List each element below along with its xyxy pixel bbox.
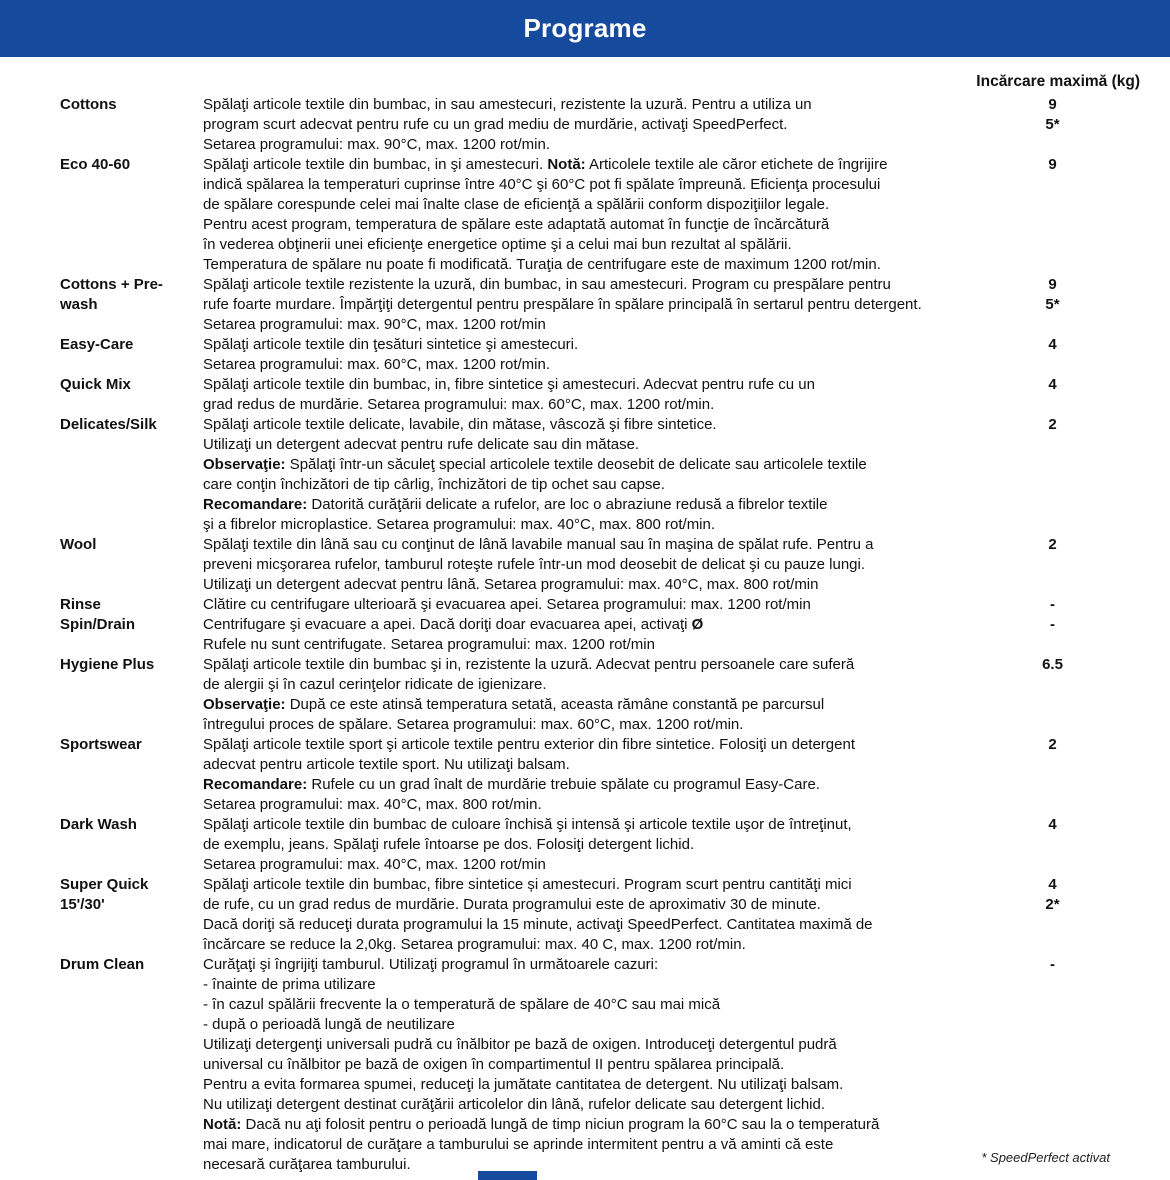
table-row [0,955,1170,1175]
program-description [203,375,965,415]
description-line [203,135,965,155]
description-text: Dacă doriţi să reduceţi durata programului la 15 minute, activaţi SpeedPerfect. Cantitatea maximă de [203,916,873,933]
description-line [203,835,965,855]
program-description [203,655,965,735]
load-value: 2 [1048,416,1057,433]
description-text: Articolele textile ale căror etichete de îngrijire [585,156,888,173]
program-name [0,955,203,975]
program-name-line: Cottons + Pre- [60,276,163,293]
load-value: 2 [1048,736,1057,753]
load-value-empty [965,315,1140,335]
load-value-empty [965,975,1140,995]
description-bold-text: Recomandare: [203,496,308,513]
description-line [203,175,965,195]
program-description [203,875,965,955]
load-value: 5* [1045,116,1060,133]
load-value: - [1050,616,1055,633]
description-bold-text: Observaţie: [203,696,286,713]
description-text: rufe foarte murdare. Împărţiţi detergentul pentru prespălare în spălare principală în sertarul pentru detergent. [203,296,922,313]
load-value-empty [965,355,1140,375]
program-description [203,415,965,535]
program-name-line: Dark Wash [60,816,137,833]
load-value: 9 [1048,156,1057,173]
load-value: 4 [1048,816,1057,833]
description-line [203,495,965,515]
description-line [203,775,965,795]
description-text: Rufele cu un grad înalt de murdărie trebuie spălate cu programul Easy-Care. [307,776,820,793]
description-text: Spălaţi articole textile din bumbac, in, fibre sintetice şi amestecuri. Adecvat pentru rufe cu un [203,376,815,393]
table-row [0,615,1170,655]
description-text: întregului proces de spălare. Setarea programului: max. 60°C, max. 1200 rot/min. [203,716,744,733]
load-value-empty [965,395,1140,415]
description-line [203,455,965,475]
load-value: 9 [1048,96,1057,113]
description-line [203,1015,965,1035]
description-text: universal cu înălbitor pe bază de oxigen în compartimentul II pentru spălarea principală. [203,1056,785,1073]
description-text: indică spălarea la temperaturi cuprinse între 40°C şi 60°C pot fi spălate împreună. Eficienţa procesului [203,176,881,193]
description-text: Spălaţi într-un săculeţ special articolele textile deosebit de delicate sau articolele textile [285,456,867,473]
description-line [203,375,965,395]
description-text: După ce este atinsă temperatura setată, aceasta rămâne constantă pe parcursul [285,696,825,713]
load-value-empty [965,135,1140,155]
description-line [203,515,965,535]
description-line [203,315,965,335]
load-value-empty [965,475,1140,495]
program-load-values [965,875,1140,955]
program-name-line: Super Quick [60,876,149,893]
description-line [203,395,965,415]
max-load-column-header: Incărcare maximă (kg) [976,73,1140,90]
load-value-empty [965,795,1140,815]
load-value: 9 [1048,276,1057,293]
description-line [203,1135,965,1155]
program-description [203,95,965,155]
description-line [203,955,965,975]
description-text: Centrifugare şi evacuare a apei. Dacă doriţi doar evacuarea apei, activaţi [203,616,692,633]
table-row [0,815,1170,875]
load-value-empty [965,455,1140,475]
program-name-line: Delicates/Silk [60,416,157,433]
description-text: mai mare, indicatorul de curăţare a tamburului se aprinde intermitent pentru a vă aminti că este [203,1136,834,1153]
description-line [203,355,965,375]
program-name [0,375,203,395]
speedperfect-footnote: * SpeedPerfect activat [981,1150,1110,1165]
description-line [203,195,965,215]
description-line [203,695,965,715]
load-value-empty [965,1015,1140,1035]
description-text: încărcare se reduce la 2,0kg. Setarea programului: max. 40 C, max. 1200 rot/min. [203,936,746,953]
description-text: Pentru a evita formarea spumei, reduceţi la jumătate cantitatea de detergent. Nu utilizaţi balsam. [203,1076,844,1093]
description-line [203,755,965,775]
description-text: de spălare corespunde celei mai înalte clase de eficienţă a spălării conform dispoziţiilor legale. [203,196,830,213]
description-text: Dacă nu aţi folosit pentru o perioadă lungă de timp niciun program la 60°C sau la o temperatură [241,1116,880,1133]
table-row [0,275,1170,335]
description-line [203,295,965,315]
table-row [0,595,1170,615]
load-value-empty [965,995,1140,1015]
program-load-values [965,735,1140,815]
program-load-values [965,335,1140,375]
description-bold-text: Notă: [547,156,586,173]
load-value: 2 [1048,536,1057,553]
description-text: Temperatura de spălare nu poate fi modificată. Turaţia de centrifugare este de maximum 1200 rot/min. [203,256,881,273]
description-line [203,735,965,755]
load-value-empty [965,575,1140,595]
description-text: adecvat pentru articole textile sport. Nu utilizaţi balsam. [203,756,570,773]
program-description [203,595,965,615]
load-value-empty [965,175,1140,195]
description-line [203,255,965,275]
description-text: Setarea programului: max. 90°C, max. 1200 rot/min [203,316,546,333]
table-row [0,415,1170,535]
description-bold-text: Notă: [203,1116,242,1133]
description-line [203,555,965,575]
load-value-empty [965,835,1140,855]
load-value-empty [965,255,1140,275]
description-text: şi a fibrelor microplastice. Setarea programului: max. 40°C, max. 800 rot/min. [203,516,716,533]
program-description [203,735,965,815]
description-text: Spălaţi articole textile sport şi articole textile pentru exterior din fibre sintetice. Folosiţi un detergent [203,736,855,753]
load-value-empty [965,1075,1140,1095]
description-line [203,915,965,935]
load-value-empty [965,1055,1140,1075]
program-name-line: Easy-Care [60,336,134,353]
program-load-values [965,375,1140,415]
description-line [203,815,965,835]
description-text: de alergii şi în cazul cerinţelor ridicate de igienizare. [203,676,547,693]
description-line [203,795,965,815]
description-text: Spălaţi articole textile din bumbac, in sau amestecuri, rezistente la uzură. Pentru a utiliza un [203,96,812,113]
program-load-values [965,275,1140,335]
table-row [0,95,1170,155]
load-value-empty [965,635,1140,655]
program-name-line: Eco 40-60 [60,156,131,173]
page-footer-mark [478,1171,537,1180]
description-text: Spălaţi articole textile delicate, lavabile, din mătase, vâscoză şi fibre sintetice. [203,416,717,433]
load-value-empty [965,1035,1140,1055]
description-line [203,855,965,875]
program-name-line: Hygiene Plus [60,656,155,673]
load-value-empty [965,515,1140,535]
load-value: 4 [1048,376,1057,393]
drain-icon: Ø [691,616,704,633]
load-value-empty [965,915,1140,935]
description-line [203,95,965,115]
description-bold-text: Recomandare: [203,776,308,793]
description-line [203,235,965,255]
load-value-empty [965,715,1140,735]
program-name [0,275,203,315]
description-line [203,595,965,615]
program-load-values [965,815,1140,875]
program-name [0,155,203,175]
description-line [203,995,965,1015]
description-text: Spălaţi articole textile din bumbac, fibre sintetice și amestecuri. Program scurt pentru cantităţi mici [203,876,852,893]
load-value-empty [965,775,1140,795]
description-text: Clătire cu centrifugare ulterioară şi evacuarea apei. Setarea programului: max. 1200 rot/min [203,596,811,613]
description-line [203,1075,965,1095]
description-text: Spălaţi articole textile din bumbac şi in, rezistente la uzură. Adecvat pentru persoanele care suferă [203,656,855,673]
description-line [203,1115,965,1135]
description-text: - după o perioadă lungă de neutilizare [203,1016,455,1033]
load-value-empty [965,235,1140,255]
program-name [0,875,203,915]
description-line [203,895,965,915]
description-text: Datorită curăţării delicate a rufelor, are loc o abraziune redusă a fibrelor textile [307,496,828,513]
load-value: - [1050,956,1055,973]
program-table [0,95,1170,1175]
program-name-line: Rinse [60,596,101,613]
description-text: Setarea programului: max. 40°C, max. 800 rot/min. [203,796,542,813]
program-load-values [965,95,1140,155]
program-load-values [965,415,1140,535]
load-value-empty [965,195,1140,215]
description-line [203,1055,965,1075]
load-value: 5* [1045,296,1060,313]
program-description [203,335,965,375]
program-name [0,535,203,555]
load-value-empty [965,755,1140,775]
load-value: 4 [1048,336,1057,353]
program-load-values [965,655,1140,735]
description-bold-text: Observaţie: [203,456,286,473]
description-line [203,535,965,555]
load-value-empty [965,675,1140,695]
description-text: în vederea obţinerii unei eficienţe energetice optime şi a celui mai bun rezultat al spălării. [203,236,792,253]
description-line [203,875,965,895]
program-name [0,335,203,355]
program-load-values [965,615,1140,655]
program-name [0,415,203,435]
description-text: Setarea programului: max. 90°C, max. 1200 rot/min. [203,136,550,153]
load-value-empty [965,695,1140,715]
program-name-line: wash [60,296,98,313]
description-line [203,1035,965,1055]
description-line [203,435,965,455]
description-line [203,115,965,135]
description-line [203,715,965,735]
description-text: Spălaţi articole textile din ţesături sintetice şi amestecuri. [203,336,579,353]
program-name [0,655,203,675]
program-name [0,735,203,755]
description-line [203,655,965,675]
description-text: Utilizaţi un detergent adecvat pentru rufe delicate sau din mătase. [203,436,640,453]
description-text: Curăţaţi şi îngrijiţi tamburul. Utilizaţi programul în următoarele cazuri: [203,956,659,973]
table-row [0,735,1170,815]
load-value: - [1050,596,1055,613]
load-value-empty [965,215,1140,235]
description-text: Setarea programului: max. 40°C, max. 1200 rot/min [203,856,546,873]
description-line [203,615,965,635]
program-load-values [965,955,1140,1175]
description-line [203,635,965,655]
program-description [203,815,965,875]
load-value-empty [965,1095,1140,1115]
description-text: grad redus de murdărie. Setarea programului: max. 60°C, max. 1200 rot/min. [203,396,715,413]
description-line [203,975,965,995]
program-name [0,615,203,635]
program-description [203,955,965,1175]
program-description [203,535,965,595]
description-text: - înainte de prima utilizare [203,976,376,993]
description-text: Spălaţi articole textile rezistente la uzură, din bumbac, in sau amestecuri. Program cu prespălare pentru [203,276,891,293]
program-description [203,155,965,275]
description-text: Pentru acest program, temperatura de spălare este adaptată automat în funcţie de încărcătură [203,216,830,233]
description-text: preveni micşorarea rufelor, tamburul roteşte rufele într-un mod deosebit de delicat şi cu pauze lungi. [203,556,866,573]
load-value: 4 [1048,876,1057,893]
program-name [0,815,203,835]
load-value-empty [965,555,1140,575]
program-name-line: Spin/Drain [60,616,136,633]
description-line [203,575,965,595]
program-name-line: Drum Clean [60,956,145,973]
description-text: Utilizaţi un detergent adecvat pentru lână. Setarea programului: max. 40°C, max. 800 rot/min [203,576,819,593]
load-value: 6.5 [1042,656,1063,673]
description-text: Spălaţi articole textile din bumbac, in şi amestecuri. [203,156,548,173]
program-description [203,615,965,655]
page-title: Programe [523,13,647,43]
description-line [203,935,965,955]
program-name-line: Wool [60,536,97,553]
program-load-values [965,595,1140,615]
program-load-values [965,535,1140,595]
table-row [0,335,1170,375]
program-load-values [965,155,1140,275]
description-line [203,275,965,295]
program-description [203,275,965,335]
description-text: Setarea programului: max. 60°C, max. 1200 rot/min. [203,356,550,373]
description-text: Utilizaţi detergenţi universali pudră cu înălbitor pe bază de oxigen. Introduceţi detergentul pudră [203,1036,837,1053]
description-line [203,215,965,235]
description-text: - în cazul spălării frecvente la o temperatură de spălare de 40°C sau mai mică [203,996,721,1013]
load-value-empty [965,495,1140,515]
description-line [203,155,965,175]
description-text: de exemplu, jeans. Spălaţi rufele întoarse pe dos. Folosiţi detergent lichid. [203,836,695,853]
program-name-line: 15'/30' [60,896,105,913]
table-row [0,535,1170,595]
load-value: 2* [1045,896,1060,913]
description-text: necesară curăţarea tamburului. [203,1156,411,1173]
program-name-line: Quick Mix [60,376,131,393]
description-text: Spălaţi textile din lână sau cu conţinut de lână lavabile manual sau în maşina de spălat rufe. Pentru a [203,536,874,553]
description-text: Spălaţi articole textile din bumbac de culoare închisă şi intensă şi articole textile uşor de întreţinut, [203,816,852,833]
table-row [0,155,1170,275]
description-text: Nu utilizaţi detergent destinat curăţării articolelor din lână, rufelor delicate sau detergent lichid. [203,1096,826,1113]
load-value-empty [965,435,1140,455]
page-header [0,0,1170,57]
description-line [203,415,965,435]
description-text: Rufele nu sunt centrifugate. Setarea programului: max. 1200 rot/min [203,636,655,653]
program-name-line: Cottons [60,96,117,113]
program-name-line: Sportswear [60,736,142,753]
load-value-empty [965,855,1140,875]
description-line [203,1095,965,1115]
description-text: care conţin închizători de tip cârlig, închizători de tip ochet sau capse. [203,476,665,493]
table-row [0,875,1170,955]
description-line [203,1155,965,1175]
description-line [203,335,965,355]
program-name [0,95,203,115]
description-text: de rufe, cu un grad redus de murdărie. Durata programului este de aproximativ 30 de minute. [203,896,821,913]
description-line [203,475,965,495]
load-value-empty [965,935,1140,955]
table-row [0,375,1170,415]
table-row [0,655,1170,735]
description-text: program scurt adecvat pentru rufe cu un grad mediu de murdărie, activaţi SpeedPerfect. [203,116,788,133]
description-line [203,675,965,695]
program-name [0,595,203,615]
load-value-empty [965,1115,1140,1135]
